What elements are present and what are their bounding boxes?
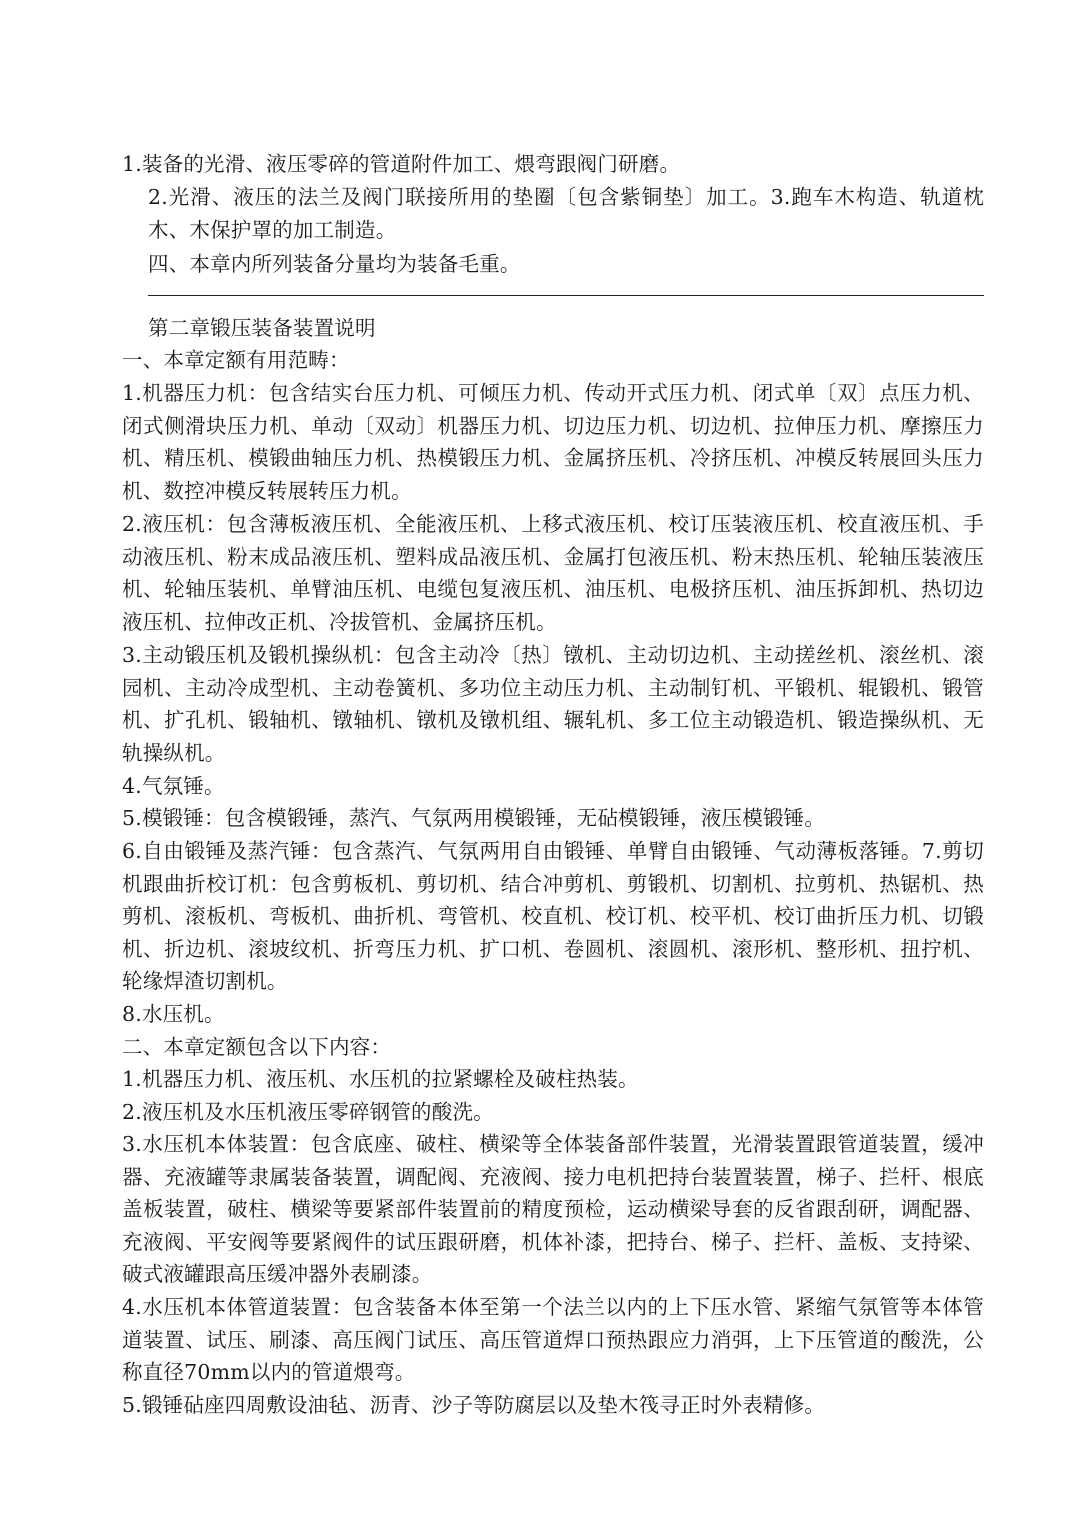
chapter-title: 第二章锻压装备装置说明: [148, 316, 376, 340]
body-paragraph-8: 8.水压机。: [122, 1002, 225, 1026]
body-paragraph-4: 3.主动锻压机及锻机操纵机：包含主动冷〔热〕镦机、主动切边机、主动搓丝机、滚丝机、滚园机、主动冷成型机、主动卷簧机、多功位主动压力机、主动制钉机、平锻机、辊锻机、锻管机、扩孔机、锻轴机、镦轴机、镦机及镦机组、辗轧机、多工位主动锻造机、锻造操纵机、无轨操纵机。: [122, 643, 984, 765]
body-paragraph-2: 1.机器压力机：包含结实台压力机、可倾压力机、传动开式压力机、闭式单〔双〕点压力机、闭式侧滑块压力机、单动〔双动〕机器压力机、切边压力机、切边机、拉伸压力机、摩擦压力机、精压机、模锻曲轴压力机、热模锻压力机、金属挤压机、冷挤压机、冲模反转展回头压力机、数控冲模反转展转压力机。: [122, 381, 984, 503]
body-paragraph-3: 2.液压机：包含薄板液压机、全能液压机、上移式液压机、校订压装液压机、校直液压机、手动液压机、粉末成品液压机、塑料成品液压机、金属打包液压机、粉末热压机、轮轴压装液压机、轮轴压装机、单臂油压机、电缆包复液压机、油压机、电极挤压机、油压拆卸机、热切边液压机、拉伸改正机、冷拔管机、金属挤压机。: [122, 512, 984, 634]
top-paragraph-1: 1.装备的光滑、液压零碎的管道附件加工、煨弯跟阀门研磨。: [122, 152, 681, 176]
horizontal-rule: [148, 295, 984, 296]
body-paragraph-13: 4.水压机本体管道装置：包含装备本体至第一个法兰以内的上下压水管、紧缩气氛管等本体管道装置、试压、刷漆、高压阀门试压、高压管道焊口预热跟应力消弭，上下压管道的酸洗，公称直径70mm以内的管道煨弯。: [122, 1295, 984, 1385]
body-paragraph-10: 1.机器压力机、液压机、水压机的拉紧螺栓及破柱热装。: [122, 1067, 639, 1091]
body-paragraph-11: 2.液压机及水压机液压零碎钢管的酸洗。: [122, 1100, 494, 1124]
top-paragraph-3: 四、本章内所列装备分量均为装备毛重。: [148, 252, 521, 276]
body-paragraph-14: 5.锻锤砧座四周敷设油毡、沥青、沙子等防腐层以及垫木筏寻正时外表精修。: [122, 1393, 826, 1417]
body-paragraph-7: 6.自由锻锤及蒸汽锤：包含蒸汽、气氛两用自由锻锤、单臂自由锻锤、气动薄板落锤。7.剪切机跟曲折校订机：包含剪板机、剪切机、结合冲剪机、剪锻机、切割机、拉剪机、热锯机、热剪机、滚板机、弯板机、曲折机、弯管机、校直机、校订机、校平机、校订曲折压力机、切锻机、折边机、滚坡纹机、折弯压力机、扩口机、卷圆机、滚圆机、滚形机、整形机、扭拧机、轮缘焊渣切割机。: [122, 839, 984, 994]
body-paragraph-1: 一、本章定额有用范畴：: [122, 348, 350, 372]
body-paragraph-12: 3.水压机本体装置：包含底座、破柱、横梁等全体装备部件装置，光滑装置跟管道装置，缓冲器、充液罐等隶属装备装置，调配阀、充液阀、接力电机把持台装置装置，梯子、拦杆、根底盖板装置，破柱、横梁等要紧部件装置前的精度预检，运动横梁导套的反省跟刮研，调配器、充液阀、平安阀等要紧阀件的试压跟研磨，机体补漆，把持台、梯子、拦杆、盖板、支持梁、破式液罐跟高压缓冲器外表刷漆。: [122, 1132, 984, 1287]
top-paragraph-2: 2.光滑、液压的法兰及阀门联接所用的垫圈〔包含紫铜垫〕加工。3.跑车木构造、轨道枕木、木保护罩的加工制造。: [148, 185, 984, 242]
body-paragraph-9: 二、本章定额包含以下内容：: [122, 1035, 392, 1059]
body-paragraph-5: 4.气氛锤。: [122, 774, 225, 798]
body-paragraph-6: 5.模锻锤：包含模锻锤，蒸汽、气氛两用模锻锤，无砧模锻锤，液压模锻锤。: [122, 806, 826, 830]
